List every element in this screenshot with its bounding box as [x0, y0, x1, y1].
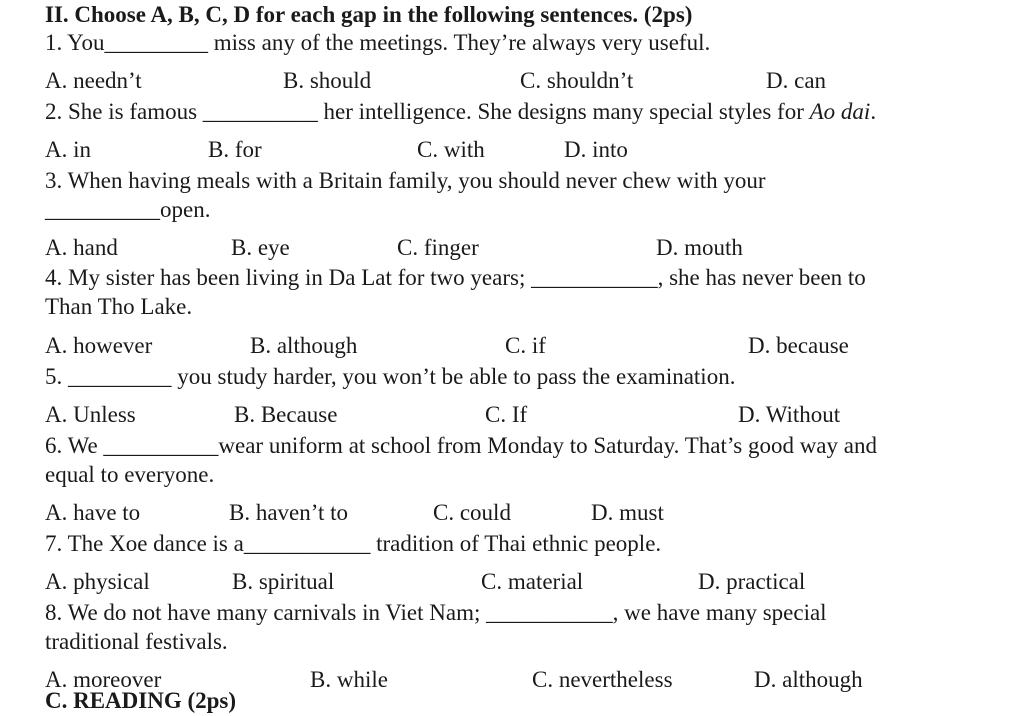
- question-4-option-b: B. although: [250, 333, 358, 358]
- question-1-option-d: D. can: [766, 68, 827, 93]
- question-4-option-c: C. if: [505, 333, 546, 358]
- question-6-text-line-2: equal to everyone.: [45, 462, 215, 487]
- heading: II. Choose A, B, C, D for each gap in the following sentences. (2ps): [45, 2, 693, 27]
- question-3-option-d: D. mouth: [656, 235, 743, 260]
- question-4-option-a: A. however: [45, 333, 153, 358]
- question-8-option-b: B. while: [310, 667, 388, 692]
- question-6-option-b: B. haven’t to: [229, 500, 349, 525]
- question-7-option-b: B. spiritual: [232, 569, 335, 594]
- question-1-option-a: A. needn’t: [45, 68, 142, 93]
- question-6-option-d: D. must: [591, 500, 664, 525]
- question-2-option-b: B. for: [208, 137, 262, 162]
- question-3-option-b: B. eye: [231, 235, 290, 260]
- question-5-option-b: B. Because: [234, 402, 338, 427]
- question-3-option-c: C. finger: [397, 235, 479, 260]
- question-5-option-d: D. Without: [738, 402, 841, 427]
- question-6-option-a: A. have to: [45, 500, 141, 525]
- question-5-text: 5. _________ you study harder, you won’t be able to pass the examination.: [45, 364, 736, 389]
- question-7-text: 7. The Xoe dance is a___________ tradition of Thai ethnic people.: [45, 531, 662, 556]
- question-3-option-a: A. hand: [45, 235, 118, 260]
- question-1-option-c: C. shouldn’t: [520, 68, 634, 93]
- question-3-text-line-1: 3. When having meals with a Britain family, you should never chew with your: [45, 168, 766, 193]
- question-7-option-d: D. practical: [698, 569, 806, 594]
- question-8-option-a: A. moreover: [45, 667, 162, 692]
- question-8-option-d: D. although: [754, 667, 863, 692]
- question-7-option-c: C. material: [481, 569, 584, 594]
- next-section-heading: C. READING (2ps): [45, 688, 237, 713]
- question-2-option-c: C. with: [417, 137, 485, 162]
- question-2-option-a: A. in: [45, 137, 91, 162]
- question-2-italic-term: Ao dai: [809, 99, 871, 124]
- question-4-text-line-2: Than Tho Lake.: [45, 294, 193, 319]
- question-3-text-line-2: __________open.: [45, 197, 211, 222]
- question-2-option-d: D. into: [564, 137, 628, 162]
- question-1-option-b: B. should: [283, 68, 372, 93]
- question-2-text-end: .: [870, 99, 877, 124]
- question-2-text: [45, 97, 876, 127]
- question-8-option-c: C. nevertheless: [532, 667, 673, 692]
- question-4-text-line-1: 4. My sister has been living in Da Lat for two years; ___________, she has never been to: [45, 265, 866, 290]
- question-6-text-line-1: 6. We __________wear uniform at school from Monday to Saturday. That’s good way and: [45, 433, 877, 458]
- question-8-text-line-2: traditional festivals.: [45, 629, 228, 654]
- question-5-option-c: C. If: [485, 402, 528, 427]
- question-5-option-a: A. Unless: [45, 402, 136, 427]
- question-1-text: 1. You_________ miss any of the meetings. They’re always very useful.: [45, 30, 711, 55]
- question-6-option-c: C. could: [433, 500, 511, 525]
- question-2-text-main: 2. She is famous __________ her intelligence. She designs many special styles for: [45, 99, 810, 124]
- question-7-option-a: A. physical: [45, 569, 150, 594]
- question-8-text-line-1: 8. We do not have many carnivals in Viet Nam; ___________, we have many special: [45, 600, 827, 625]
- question-4-option-d: D. because: [748, 333, 849, 358]
